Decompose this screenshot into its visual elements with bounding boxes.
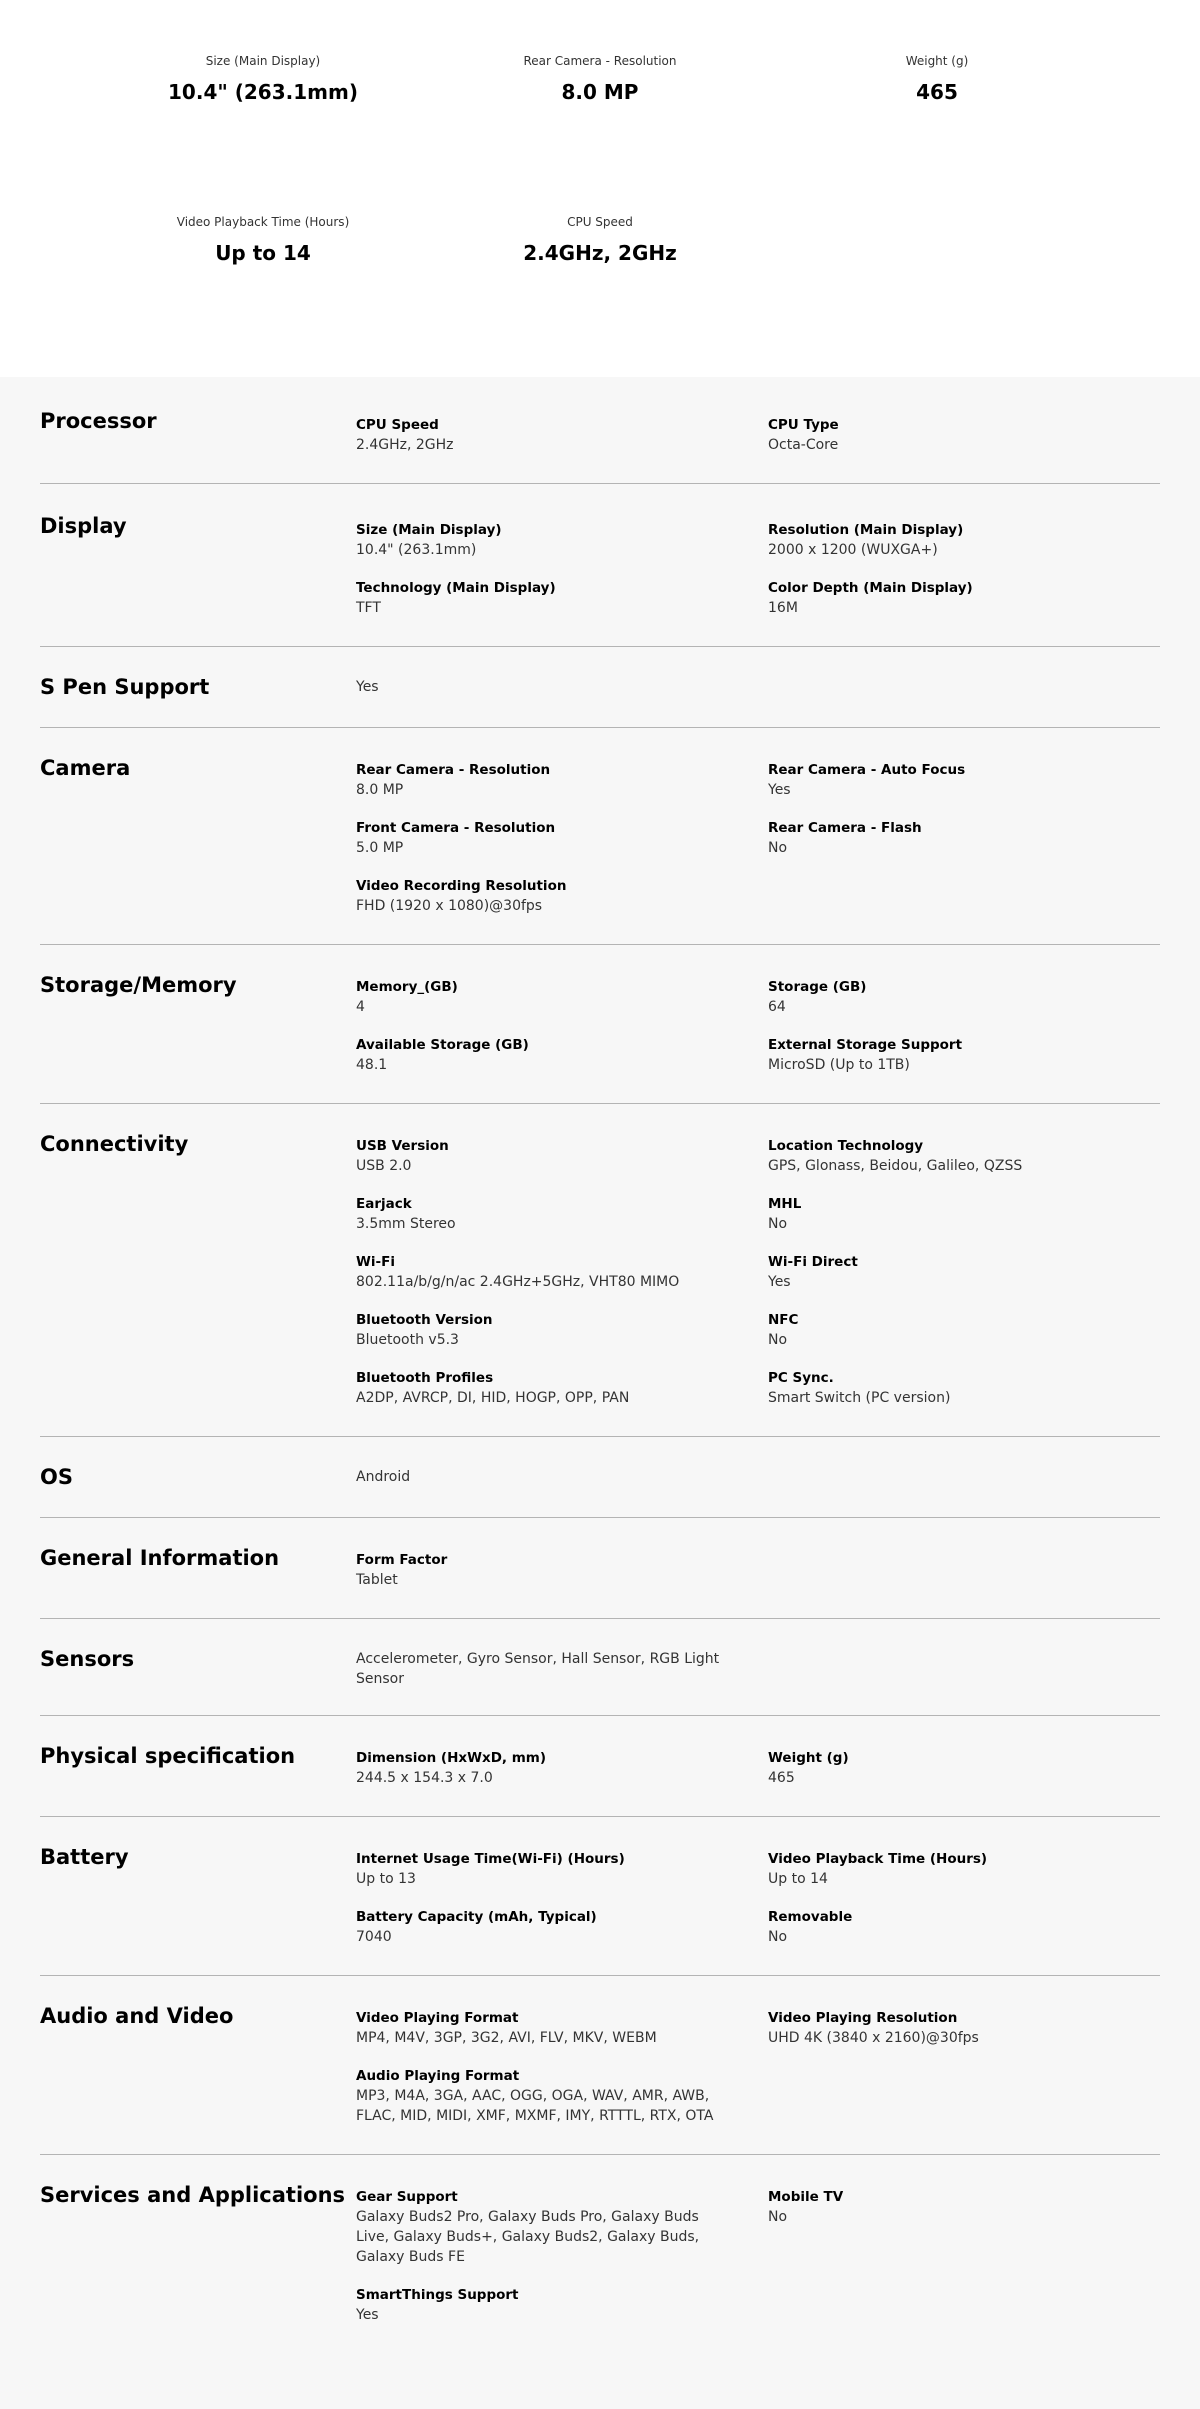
spec-value: No (768, 1929, 788, 1945)
spec-item (356, 2285, 768, 2325)
section-sensors (40, 1619, 1160, 1716)
spec-value: TFT (356, 600, 381, 616)
section-title: S Pen Support (40, 675, 210, 699)
spec-value: MP4, M4V, 3GP, 3G2, AVI, FLV, MKV, WEBM (356, 2030, 657, 2046)
spec-item (356, 1748, 768, 1788)
spec-value: 64 (768, 999, 786, 1015)
spec-value: 4 (356, 999, 365, 1015)
spec-item (356, 977, 768, 1017)
spec-item (356, 2187, 768, 2267)
spec-label: Size (Main Display) (356, 522, 502, 538)
summary-value: 465 (916, 80, 958, 104)
section-title: Physical specification (40, 1744, 296, 1768)
section-display (40, 484, 1160, 647)
summary-value: 8.0 MP (561, 80, 639, 104)
spec-value: 10.4" (263.1mm) (356, 542, 477, 558)
spec-label: USB Version (356, 1138, 449, 1154)
spec-item (356, 2066, 768, 2126)
spec-item (356, 1035, 768, 1075)
section-title: Connectivity (40, 1132, 189, 1156)
spec-item (768, 977, 1160, 1017)
spec-value: 8.0 MP (356, 782, 404, 798)
spec-list (0, 377, 1200, 2345)
spec-item (356, 520, 768, 560)
summary-item-cpu-speed (430, 214, 770, 266)
section-spen-support (40, 647, 1160, 728)
section-title: Processor (40, 409, 157, 433)
section-connectivity (40, 1104, 1160, 1437)
spec-value: No (768, 840, 788, 856)
spec-item (356, 2008, 768, 2048)
spec-value: 465 (768, 1770, 795, 1786)
spec-value: 16M (768, 600, 798, 616)
summary-item-weight (767, 53, 1107, 105)
spec-value: MP3, M4A, 3GA, AAC, OGG, OGA, WAV, AMR, AWB, FLAC, MID, MIDI, XMF, MXMF, IMY, RTTTL, RTX, OTA (356, 2088, 714, 2124)
summary-label: Weight (g) (905, 54, 969, 68)
spec-value: 7040 (356, 1929, 392, 1945)
spec-value: Octa-Core (768, 437, 839, 453)
section-storage-memory (40, 945, 1160, 1104)
spec-item (768, 1907, 1160, 1947)
section-items (356, 971, 1160, 1075)
spec-item (356, 1194, 768, 1234)
spec-item (768, 1748, 1160, 1788)
section-services-and-applications (40, 2155, 1160, 2345)
spec-label: SmartThings Support (356, 2287, 519, 2303)
section-title: Battery (40, 1845, 129, 1869)
spec-item (356, 1310, 768, 1350)
spec-item (768, 2008, 1160, 2048)
spec-label: Bluetooth Profiles (356, 1370, 494, 1386)
spec-label: Removable (768, 1909, 853, 1925)
spec-label: Video Playback Time (Hours) (768, 1851, 988, 1867)
spec-item (768, 760, 1160, 800)
spec-value: 2000 x 1200 (WUXGA+) (768, 542, 938, 558)
spec-label: External Storage Support (768, 1037, 963, 1053)
spec-item (356, 1368, 768, 1408)
summary-label: Video Playback Time (Hours) (176, 215, 350, 229)
spec-label: Battery Capacity (mAh, Typical) (356, 1909, 597, 1925)
spec-item (768, 1368, 1160, 1408)
section-items (356, 1130, 1160, 1408)
section-physical-specification (40, 1716, 1160, 1817)
spec-item (356, 818, 768, 858)
spec-label: Audio Playing Format (356, 2068, 520, 2084)
summary-label: Rear Camera - Resolution (523, 54, 677, 68)
section-title: Sensors (40, 1647, 135, 1671)
spec-label: Video Playing Resolution (768, 2010, 958, 2026)
spec-summary (0, 0, 1200, 377)
spec-label: Front Camera - Resolution (356, 820, 556, 836)
spec-value: Tablet (356, 1572, 398, 1588)
section-title: Display (40, 514, 127, 538)
spec-label: Internet Usage Time(Wi-Fi) (Hours) (356, 1851, 625, 1867)
spec-label: Wi-Fi (356, 1254, 395, 1270)
section-items (356, 1843, 1160, 1947)
section-items (356, 1742, 1160, 1788)
spec-item (356, 876, 768, 916)
summary-value: 10.4" (263.1mm) (168, 80, 358, 104)
spec-value: Smart Switch (PC version) (768, 1390, 951, 1406)
summary-label: Size (Main Display) (205, 54, 321, 68)
section-items (356, 2002, 1160, 2126)
spec-value: Up to 13 (356, 1871, 416, 1887)
spec-label: MHL (768, 1196, 802, 1212)
section-title: General Information (40, 1546, 280, 1570)
spec-item (768, 818, 1160, 858)
spec-value: GPS, Glonass, Beidou, Galileo, QZSS (768, 1158, 1023, 1174)
section-items (356, 2181, 1160, 2325)
summary-value: 2.4GHz, 2GHz (523, 241, 677, 265)
spec-value: 5.0 MP (356, 840, 404, 856)
spec-item (356, 1849, 768, 1889)
section-items (356, 754, 1160, 916)
spec-value: Android (356, 1469, 411, 1485)
section-audio-and-video (40, 1976, 1160, 2155)
spec-label: NFC (768, 1312, 799, 1328)
summary-value: Up to 14 (215, 241, 311, 265)
spec-label: Bluetooth Version (356, 1312, 493, 1328)
section-os (40, 1437, 1160, 1518)
section-title: Storage/Memory (40, 973, 237, 997)
spec-label: Available Storage (GB) (356, 1037, 529, 1053)
spec-value: Yes (768, 1274, 791, 1290)
spec-item (768, 1310, 1160, 1350)
spec-value: 48.1 (356, 1057, 388, 1073)
spec-item (356, 760, 768, 800)
spec-value: 3.5mm Stereo (356, 1216, 456, 1232)
spec-label: Video Recording Resolution (356, 878, 567, 894)
spec-value: 244.5 x 154.3 x 7.0 (356, 1770, 493, 1786)
section-processor (40, 377, 1160, 484)
spec-label: Resolution (Main Display) (768, 522, 964, 538)
spec-item (356, 1252, 768, 1292)
spec-label: Video Playing Format (356, 2010, 519, 2026)
summary-item-rear-camera (430, 53, 770, 105)
section-camera (40, 728, 1160, 945)
section-items (356, 1645, 1160, 1689)
spec-value: Yes (356, 679, 379, 695)
spec-label: Wi-Fi Direct (768, 1254, 858, 1270)
spec-item (768, 2187, 1160, 2267)
spec-label: Weight (g) (768, 1750, 849, 1766)
spec-label: CPU Type (768, 417, 839, 433)
spec-item (356, 415, 768, 455)
spec-label: Form Factor (356, 1552, 448, 1568)
spec-value: No (768, 2209, 788, 2225)
spec-label: Storage (GB) (768, 979, 867, 995)
spec-value: Up to 14 (768, 1871, 828, 1887)
section-title: OS (40, 1465, 73, 1489)
spec-label: Memory_(GB) (356, 979, 458, 995)
spec-label: Color Depth (Main Display) (768, 580, 973, 596)
section-items (356, 407, 1160, 455)
section-items (356, 512, 1160, 618)
section-title: Camera (40, 756, 131, 780)
spec-label: Mobile TV (768, 2189, 844, 2205)
spec-item (768, 1252, 1160, 1292)
spec-value: MicroSD (Up to 1TB) (768, 1057, 910, 1073)
spec-item (768, 415, 1160, 455)
spec-value: No (768, 1332, 788, 1348)
spec-label: Gear Support (356, 2189, 458, 2205)
spec-value: 802.11a/b/g/n/ac 2.4GHz+5GHz, VHT80 MIMO (356, 1274, 680, 1290)
spec-item (356, 1136, 768, 1176)
spec-label: Earjack (356, 1196, 412, 1212)
section-title: Services and Applications (40, 2183, 346, 2207)
spec-value: Accelerometer, Gyro Sensor, Hall Sensor, RGB Light Sensor (356, 1651, 720, 1687)
spec-item (768, 1136, 1160, 1176)
summary-item-display-size (93, 53, 433, 105)
spec-item (768, 1849, 1160, 1889)
section-battery (40, 1817, 1160, 1976)
spec-label: Location Technology (768, 1138, 924, 1154)
spec-value: Yes (768, 782, 791, 798)
spec-item (356, 578, 768, 618)
summary-item-video-playback (93, 214, 433, 266)
spec-label: CPU Speed (356, 417, 439, 433)
spec-label: Dimension (HxWxD, mm) (356, 1750, 547, 1766)
section-items (356, 673, 1160, 701)
spec-item (768, 1194, 1160, 1234)
section-items (356, 1463, 1160, 1491)
section-items (356, 1544, 1160, 1590)
spec-value: UHD 4K (3840 x 2160)@30fps (768, 2030, 979, 2046)
spec-label: Rear Camera - Resolution (356, 762, 551, 778)
spec-item (356, 1550, 768, 1590)
spec-value: FHD (1920 x 1080)@30fps (356, 898, 543, 914)
spec-label: PC Sync. (768, 1370, 834, 1386)
spec-value: 2.4GHz, 2GHz (356, 437, 454, 453)
spec-label: Rear Camera - Auto Focus (768, 762, 966, 778)
spec-item (768, 1035, 1160, 1075)
spec-value: Yes (356, 2307, 379, 2323)
spec-value: No (768, 1216, 788, 1232)
spec-item (356, 1907, 768, 1947)
section-general-information (40, 1518, 1160, 1619)
spec-value: USB 2.0 (356, 1158, 412, 1174)
spec-value: Bluetooth v5.3 (356, 1332, 459, 1348)
section-title: Audio and Video (40, 2004, 234, 2028)
summary-label: CPU Speed (567, 215, 633, 229)
spec-item (768, 578, 1160, 618)
spec-item (768, 520, 1160, 560)
spec-value: Galaxy Buds2 Pro, Galaxy Buds Pro, Galaxy Buds Live, Galaxy Buds+, Galaxy Buds2, Galaxy Buds, Galaxy Buds FE (356, 2209, 700, 2265)
spec-value: A2DP, AVRCP, DI, HID, HOGP, OPP, PAN (356, 1390, 630, 1406)
spec-label: Rear Camera - Flash (768, 820, 922, 836)
spec-label: Technology (Main Display) (356, 580, 556, 596)
